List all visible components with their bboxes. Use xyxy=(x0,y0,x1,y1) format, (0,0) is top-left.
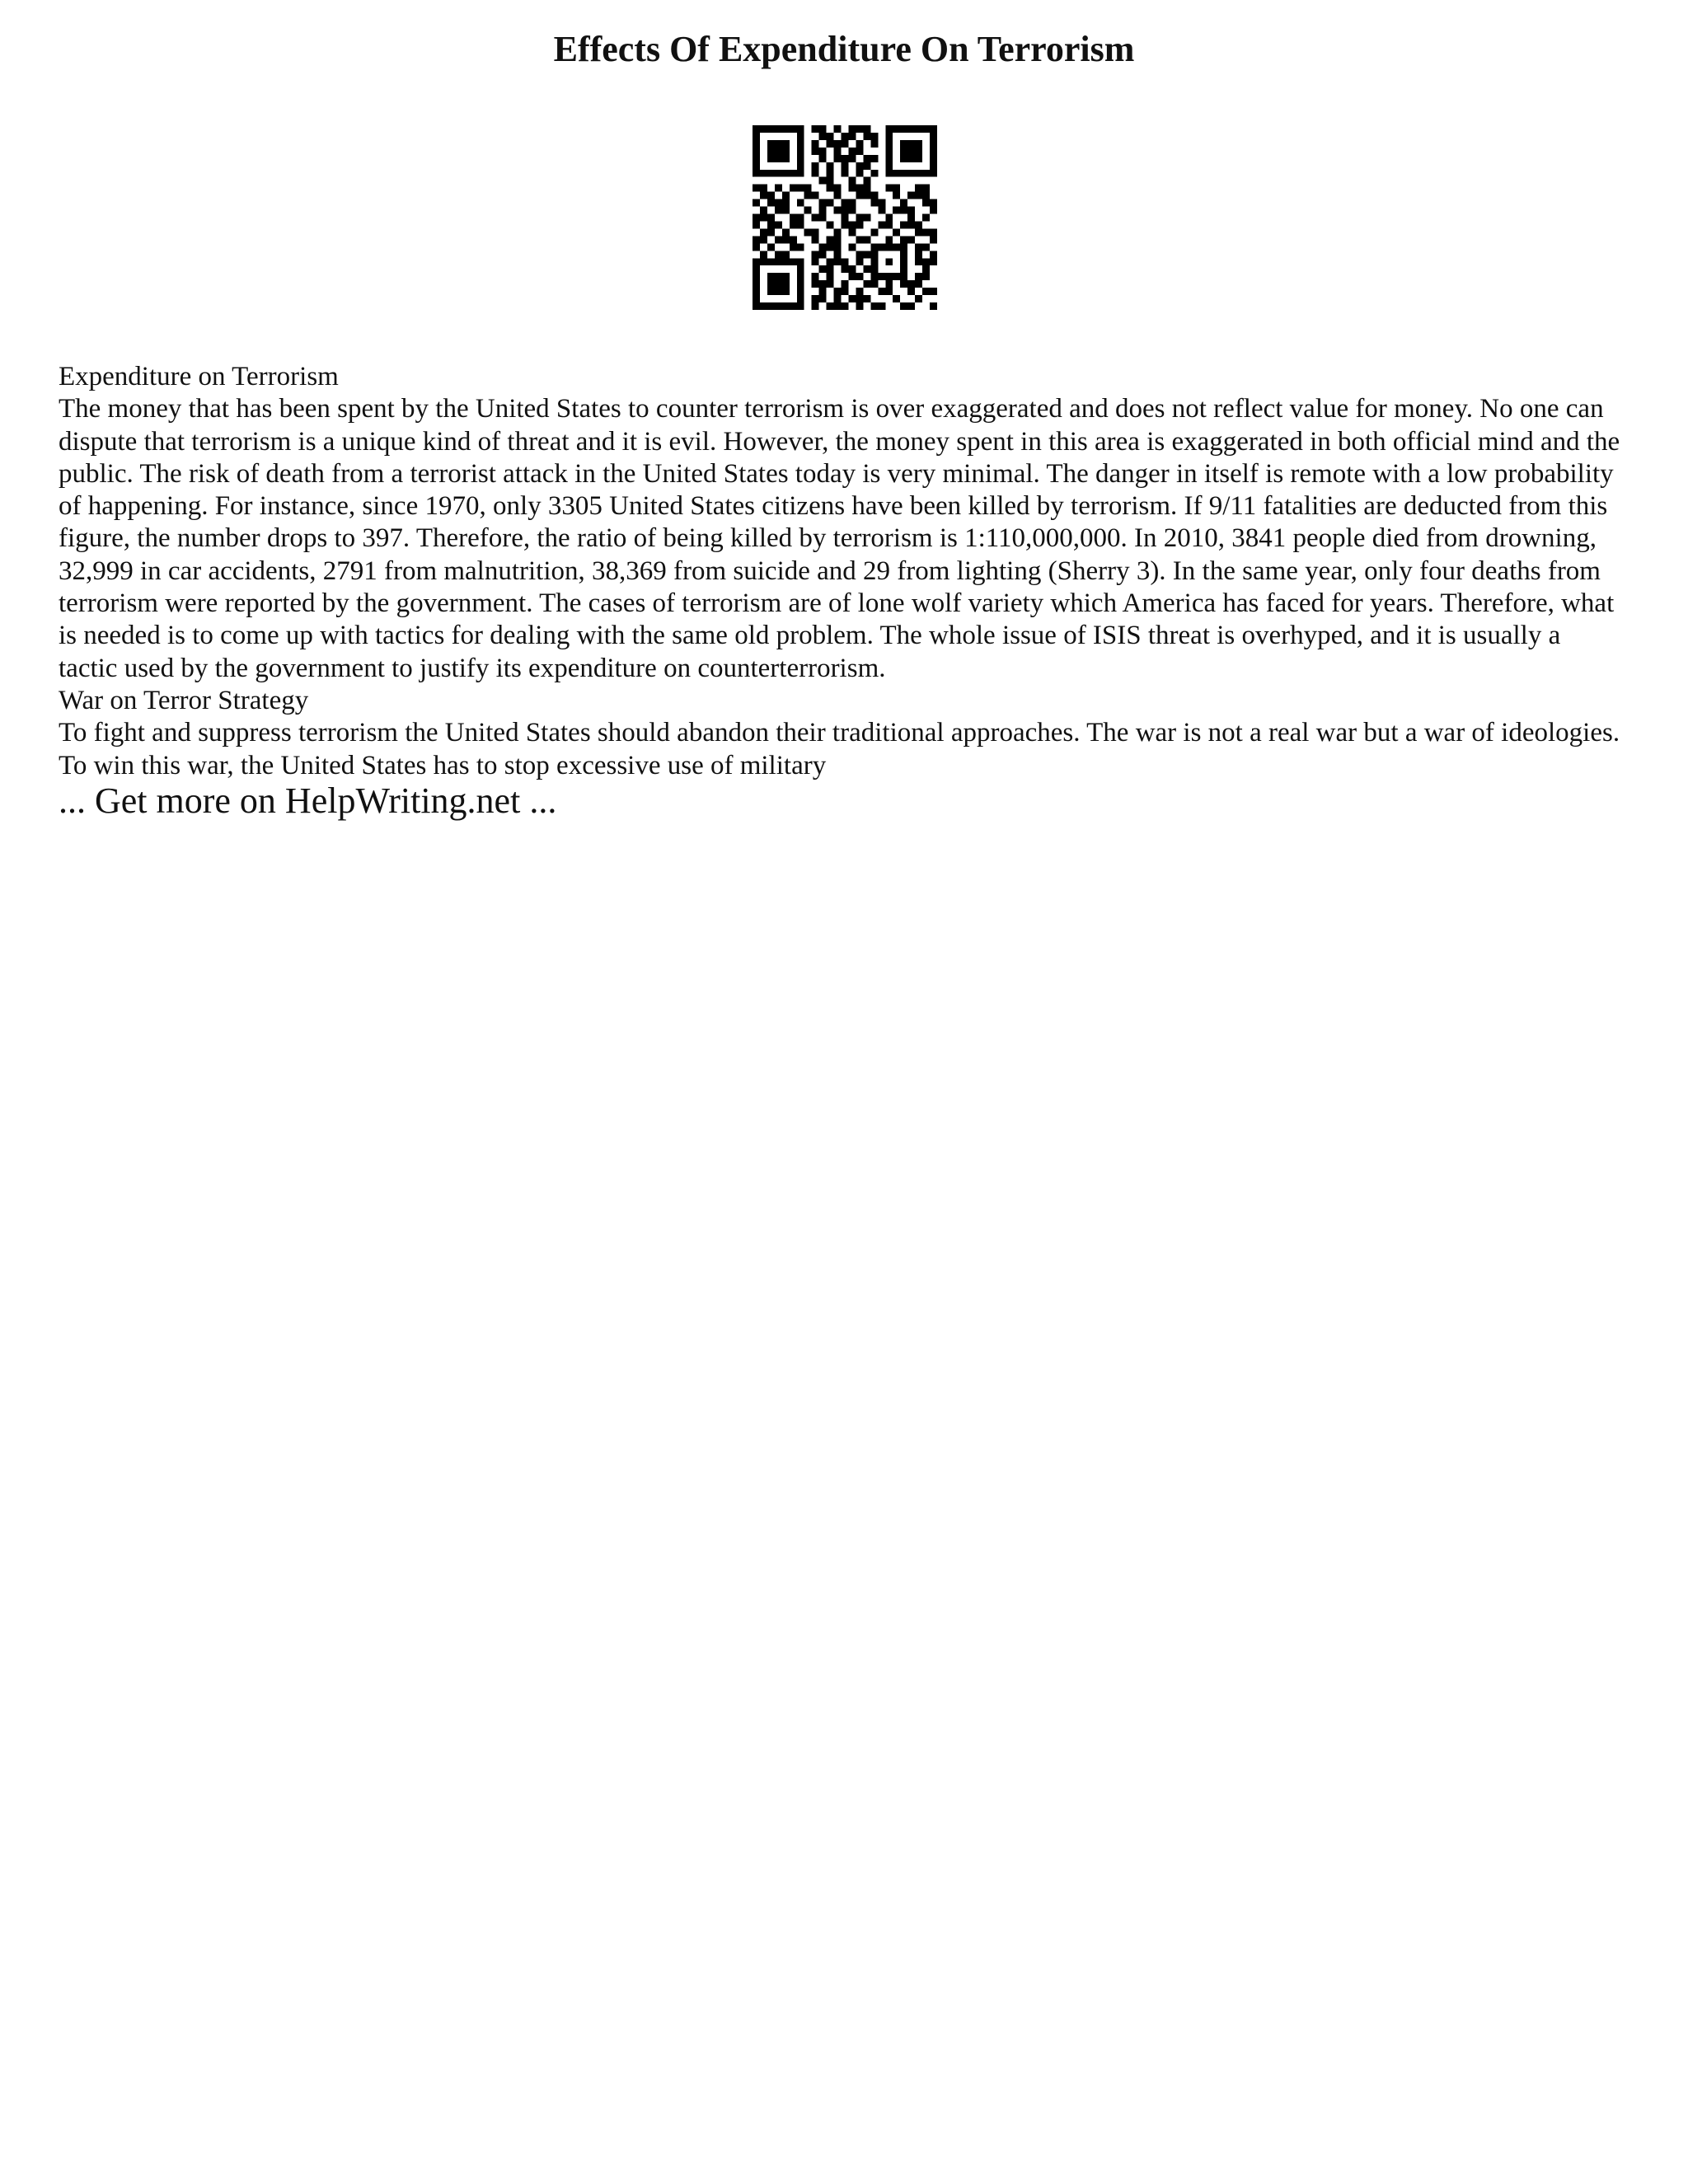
document-body xyxy=(59,361,1625,782)
section-heading-strategy: War on Terror Strategy xyxy=(59,685,309,715)
document-title: Effects Of Expenditure On Terrorism xyxy=(553,29,1135,69)
section-paragraph-strategy: To fight and suppress terrorism the United States should abandon their traditional approaches. The war is not a real war but a war of ideologies. To win this war, the United States has to stop excessive use of military xyxy=(59,718,1620,780)
section-heading-expenditure: Expenditure on Terrorism xyxy=(59,362,339,391)
get-more-link[interactable]: ... Get more on HelpWriting.net ... xyxy=(59,780,557,821)
qr-code xyxy=(753,125,937,310)
qr-code-icon xyxy=(753,125,937,310)
section-paragraph-expenditure: The money that has been spent by the United States to counter terrorism is over exaggerated and does not reflect value for money. No one can dispute that terrorism is a unique kind of threat and it is evil. However, the money spent in this area is exaggerated in both official mind and the public. The risk of death from a terrorist attack in the United States today is very minimal. The danger in itself is remote with a low probability of happening. For instance, since 1970, only 3305 United States citizens have been killed by terrorism. If 9/11 fatalities are deducted from this figure, the number drops to 397. Therefore, the ratio of being killed by terrorism is 1:110,000,000. In 2010, 3841 people died from drowning, 32,999 in car accidents, 2791 from malnutrition, 38,369 from suicide and 29 from lighting (Sherry 3). In the same year, only four deaths from terrorism were reported by the government. The cases of terrorism are of lone wolf variety which America has faced for years. Therefore, what is needed is to come up with tactics for dealing with the same old problem. The whole issue of ISIS threat is overhyped, and it is usually a tactic used by the government to justify its expenditure on counterterrorism. xyxy=(59,394,1620,683)
